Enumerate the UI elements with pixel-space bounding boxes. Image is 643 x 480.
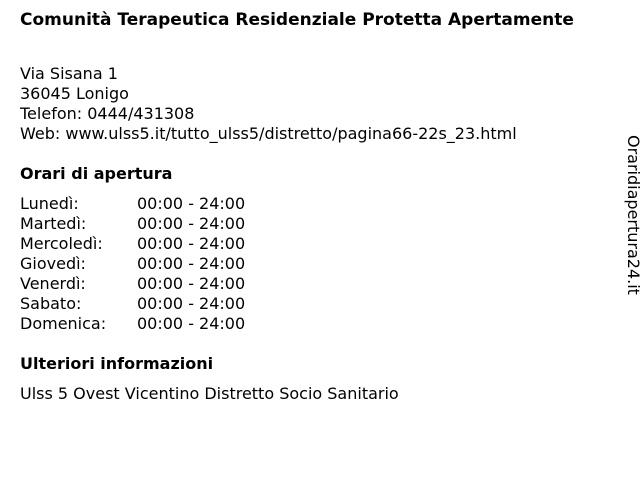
website-link[interactable]: Web: www.ulss5.it/tutto_ulss5/distretto/pagina66-22s_23.html xyxy=(20,124,517,143)
contact-block xyxy=(20,64,517,144)
site-watermark: Oraridiapertura24.it xyxy=(624,135,643,295)
street-address: Via Sisana 1 xyxy=(20,64,118,83)
time-range: 00:00 - 24:00 xyxy=(137,314,246,333)
day-label: Martedì: xyxy=(20,214,87,233)
hours-row xyxy=(20,234,245,254)
time-range: 00:00 - 24:00 xyxy=(137,274,246,293)
time-range: 00:00 - 24:00 xyxy=(137,254,246,273)
listing-title: Comunità Terapeutica Residenziale Protetta Apertamente xyxy=(20,10,574,30)
time-range: 00:00 - 24:00 xyxy=(137,214,246,233)
more-info-text: Ulss 5 Ovest Vicentino Distretto Socio Sanitario xyxy=(20,384,399,403)
opening-hours-table xyxy=(20,194,245,334)
day-label: Giovedì: xyxy=(20,254,86,273)
hours-row xyxy=(20,294,245,314)
day-label: Mercoledì: xyxy=(20,234,103,253)
day-label: Domenica: xyxy=(20,314,107,333)
time-range: 00:00 - 24:00 xyxy=(137,294,246,313)
time-range: 00:00 - 24:00 xyxy=(137,194,246,213)
hours-row xyxy=(20,214,245,234)
more-info-heading: Ulteriori informazioni xyxy=(20,354,214,373)
day-label: Lunedì: xyxy=(20,194,79,213)
phone-number: Telefon: 0444/431308 xyxy=(20,104,195,123)
day-label: Venerdì: xyxy=(20,274,86,293)
time-range: 00:00 - 24:00 xyxy=(137,234,246,253)
day-label: Sabato: xyxy=(20,294,82,313)
hours-row xyxy=(20,254,245,274)
postal-city: 36045 Lonigo xyxy=(20,84,129,103)
opening-hours-heading: Orari di apertura xyxy=(20,164,173,183)
hours-row xyxy=(20,274,245,294)
hours-row xyxy=(20,194,245,214)
hours-row xyxy=(20,314,245,334)
